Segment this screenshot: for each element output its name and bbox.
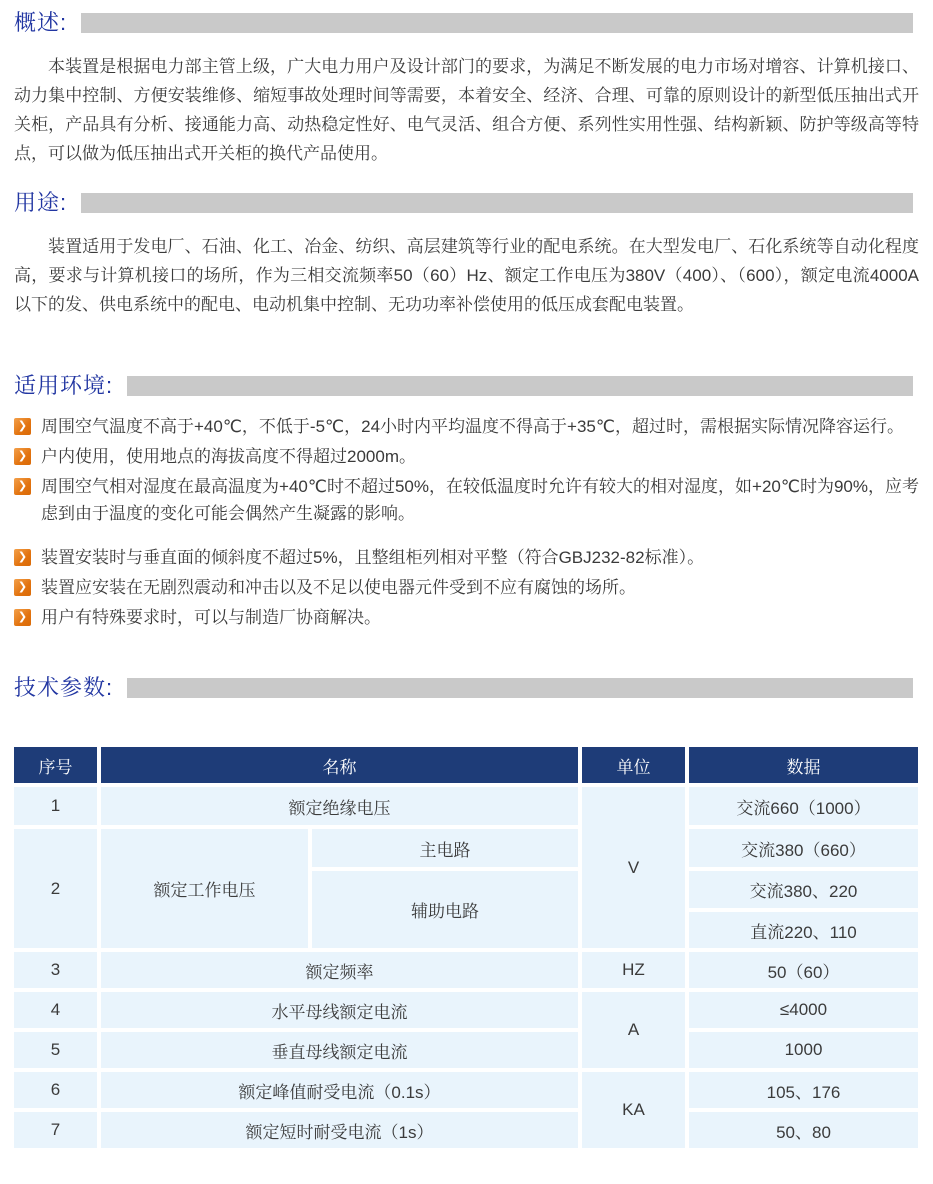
usage-paragraph: 装置适用于发电厂、石油、化工、冶金、纺织、高层建筑等行业的配电系统。在大型发电厂、石化系统等自动化程度高，要求与计算机接口的场所，作为三相交流频率50（60）Hz、额定工作电压为380V（400）、（600），额定电流4000A以下的发、供电系统中的配电、电动机集中控制、无功功率补偿使用的低压成套配电装置。 [14, 237, 919, 314]
table-cell-name: 额定峰值耐受电流（0.1s） [101, 1072, 578, 1108]
env-bullet-installation-tilt [14, 544, 919, 571]
table-cell-name: 额定工作电压 [101, 829, 308, 948]
table-cell-data: ≤4000 [689, 992, 918, 1028]
table-cell-data: 1000 [689, 1032, 918, 1068]
arrow-right-bullet-icon: ❯ [14, 579, 31, 596]
section-usage [14, 190, 919, 319]
tech-params-table [14, 747, 919, 1148]
env-bullet-altitude [14, 443, 919, 470]
table-cell-data: 50（60） [689, 952, 918, 988]
table-cell-subname-main: 主电路 [312, 829, 578, 867]
env-bullet-text: 周围空气相对湿度在最高温度为+40℃时不超过50%，在较低温度时允许有较大的相对湿度，如+20℃时为90%，应考虑到由于温度的变化可能会偶然产生凝露的影响。 [41, 477, 919, 523]
table-cell-no: 2 [14, 829, 97, 948]
tech-heading-row [14, 675, 913, 701]
table-cell-no: 5 [14, 1032, 97, 1068]
table-cell-name: 水平母线额定电流 [101, 992, 578, 1028]
section-environment [14, 373, 919, 631]
environment-bullet-list [14, 413, 919, 631]
env-bullet-temperature [14, 413, 919, 440]
env-bullet-vibration [14, 574, 919, 601]
env-bullet-text: 户内使用，使用地点的海拔高度不得超过2000m。 [41, 447, 416, 466]
env-bullet-text: 用户有特殊要求时，可以与制造厂协商解决。 [41, 608, 381, 627]
env-bullet-text: 周围空气温度不高于+40℃，不低于-5℃，24小时内平均温度不得高于+35℃，超过时，需根据实际情况降容运行。 [41, 417, 904, 436]
overview-heading: 概述: [14, 10, 68, 35]
environment-heading: 适用环境: [14, 373, 114, 398]
table-cell-no: 6 [14, 1072, 97, 1108]
arrow-right-bullet-icon: ❯ [14, 549, 31, 566]
table-cell-data: 交流660（1000） [689, 787, 918, 825]
table-cell-no: 7 [14, 1112, 97, 1148]
env-bullet-text: 装置安装时与垂直面的倾斜度不超过5%，且整组柜列相对平整（符合GBJ232-82标准）。 [41, 548, 705, 567]
section-tech-params [14, 675, 919, 1148]
arrow-right-bullet-icon: ❯ [14, 448, 31, 465]
table-cell-name: 额定绝缘电压 [101, 787, 578, 825]
table-cell-data: 105、176 [689, 1072, 918, 1108]
table-cell-no: 4 [14, 992, 97, 1028]
environment-heading-row [14, 373, 913, 399]
usage-heading: 用途: [14, 190, 68, 215]
env-bullet-special-requirements [14, 604, 919, 631]
table-cell-subname-aux: 辅助电路 [312, 871, 578, 948]
arrow-right-bullet-icon: ❯ [14, 609, 31, 626]
table-cell-data: 交流380（660） [689, 829, 918, 867]
table-cell-no: 1 [14, 787, 97, 825]
table-cell-unit-v: V [582, 787, 685, 948]
table-cell-unit-ka: KA [582, 1072, 685, 1148]
heading-bar [127, 376, 913, 396]
table-header-unit: 单位 [582, 747, 685, 783]
table-header-data: 数据 [689, 747, 918, 783]
table-cell-unit-a: A [582, 992, 685, 1068]
heading-bar [127, 678, 913, 698]
section-overview [14, 10, 919, 168]
table-cell-name: 额定频率 [101, 952, 578, 988]
env-bullet-humidity [14, 473, 919, 527]
table-cell-data: 50、80 [689, 1112, 918, 1148]
heading-bar [81, 193, 913, 213]
overview-heading-row [14, 10, 913, 36]
table-cell-name: 额定短时耐受电流（1s） [101, 1112, 578, 1148]
table-cell-unit-hz: HZ [582, 952, 685, 988]
table-cell-data: 交流380、220 [689, 871, 918, 908]
usage-heading-row [14, 190, 913, 216]
arrow-right-bullet-icon: ❯ [14, 418, 31, 435]
table-header-name: 名称 [101, 747, 578, 783]
table-header-no: 序号 [14, 747, 97, 783]
overview-paragraph: 本装置是根据电力部主管上级，广大电力用户及设计部门的要求，为满足不断发展的电力市场对增容、计算机接口、动力集中控制、方便安装维修、缩短事故处理时间等需要，本着安全、经济、合理、可靠的原则设计的新型低压抽出式开关柜，产品具有分析、接通能力高、动热稳定性好、电气灵活、组合方便、系列性实用性强、结构新颖、防护等级高等特点，可以做为低压抽出式开关柜的换代产品使用。 [14, 57, 919, 163]
table-cell-name: 垂直母线额定电流 [101, 1032, 578, 1068]
table-cell-data: 直流220、110 [689, 912, 918, 948]
table-cell-no: 3 [14, 952, 97, 988]
tech-params-heading: 技术参数: [14, 675, 114, 700]
heading-bar [81, 13, 913, 33]
arrow-right-bullet-icon: ❯ [14, 478, 31, 495]
env-bullet-text: 装置应安装在无剧烈震动和冲击以及不足以使电器元件受到不应有腐蚀的场所。 [41, 578, 636, 597]
